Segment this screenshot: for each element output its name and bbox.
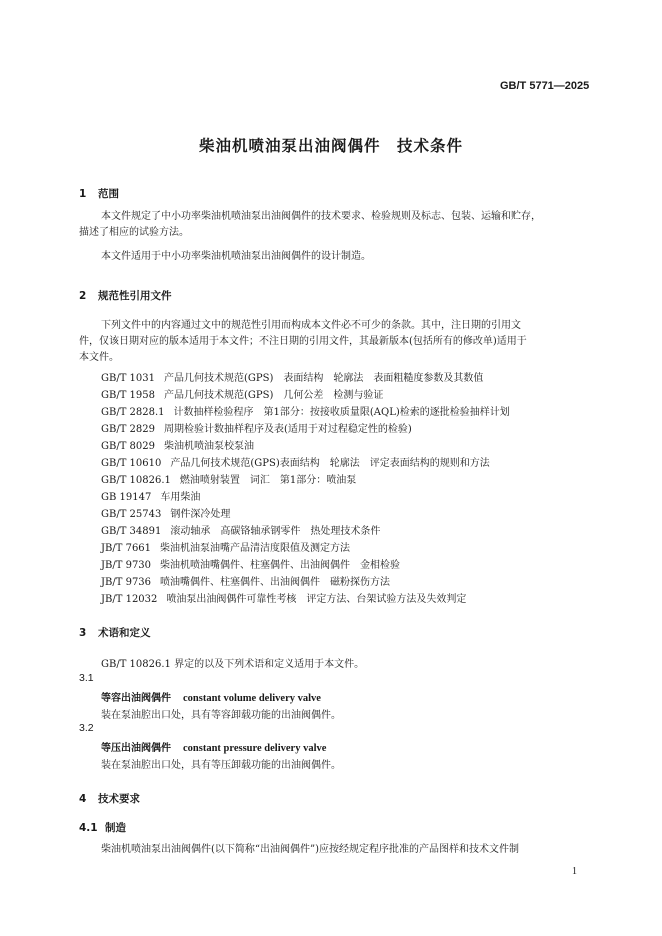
term-en: constant pressure delivery valve xyxy=(183,743,327,754)
reference-name: 产品几何技术规范(GPS) 几何公差 检测与验证 xyxy=(164,390,384,401)
reference-code: GB/T 34891 xyxy=(101,526,162,537)
term-zh: 等容出油阀偶件 xyxy=(101,693,171,704)
reference-item xyxy=(101,556,400,571)
reference-item xyxy=(101,369,483,384)
section-number: 3 xyxy=(79,627,87,639)
reference-code: GB/T 8029 xyxy=(101,441,156,452)
reference-name: 周期检验计数抽样程序及表(适用于对过程稳定性的检验) xyxy=(164,424,412,435)
scope-paragraph-1 xyxy=(79,209,591,241)
term-name xyxy=(101,739,326,754)
normative-intro xyxy=(79,318,591,366)
reference-code: JB/T 9736 xyxy=(101,577,152,588)
terms-intro: GB/T 10826.1 界定的以及下列术语和定义适用于本文件。 xyxy=(101,659,365,670)
section-number: 2 xyxy=(79,290,87,302)
reference-item xyxy=(101,488,200,503)
reference-code: GB/T 10610 xyxy=(101,458,162,469)
text-line: 本文件。 xyxy=(79,352,119,363)
reference-name: 柴油机喷油嘴偶件、柱塞偶件、出油阀偶件 金相检验 xyxy=(160,560,401,571)
reference-code: GB/T 2829 xyxy=(101,424,156,435)
term-definition: 装在泵油腔出口处，具有等容卸载功能的出油阀偶件。 xyxy=(101,710,341,721)
scope-paragraph-2 xyxy=(79,249,591,265)
page-number: 1 xyxy=(572,866,577,877)
term-definition: 装在泵油腔出口处，具有等压卸载功能的出油阀偶件。 xyxy=(101,760,341,771)
reference-name: 滚动轴承 高碳铬轴承钢零件 热处理技术条件 xyxy=(170,526,381,537)
section-3-heading xyxy=(79,625,151,640)
reference-item xyxy=(101,437,254,452)
reference-item xyxy=(101,505,230,520)
section-4-1-heading xyxy=(79,820,126,835)
text-line: 本文件适用于中小功率柴油机喷油泵出油阀偶件的设计制造。 xyxy=(101,251,371,262)
reference-code: GB 19147 xyxy=(101,492,152,503)
section-number: 1 xyxy=(79,188,87,200)
section-2-heading xyxy=(79,288,172,303)
reference-item xyxy=(101,471,356,486)
reference-name: 钢件深冷处理 xyxy=(170,509,231,520)
text-line: 下列文件中的内容通过文中的规范性引用而构成本文件必不可少的条款。其中，注日期的引用文 xyxy=(101,320,521,331)
term-number: 3.2 xyxy=(79,722,94,734)
text-line: 柴油机喷油泵出油阀偶件(以下简称“出油阀偶件”)应按经规定程序批准的产品图样和技术文件制 xyxy=(101,844,520,855)
reference-item xyxy=(101,454,490,469)
section-title: 制造 xyxy=(105,822,126,834)
reference-item xyxy=(101,522,380,537)
text-line: 描述了相应的试验方法。 xyxy=(79,227,189,238)
term-en: constant volume delivery valve xyxy=(183,693,321,704)
reference-name: 产品几何技术规范(GPS) 表面结构 轮廓法 表面粗糙度参数及其数值 xyxy=(164,373,484,384)
reference-item xyxy=(101,590,466,605)
section-title: 范围 xyxy=(98,188,119,200)
section-title: 技术要求 xyxy=(98,793,140,805)
term-zh: 等压出油阀偶件 xyxy=(101,743,171,754)
reference-name: 柴油机油泵油嘴产品清洁度限值及测定方法 xyxy=(160,543,351,554)
reference-code: JB/T 12032 xyxy=(101,594,158,605)
term-number: 3.1 xyxy=(79,672,94,684)
reference-name: 产品几何技术规范(GPS)表面结构 轮廓法 评定表面结构的规则和方法 xyxy=(170,458,490,469)
reference-name: 柴油机喷油泵校泵油 xyxy=(164,441,255,452)
standard-number: GB/T 5771—2025 xyxy=(500,80,590,92)
reference-name: 喷油嘴偶件、柱塞偶件、出油阀偶件 磁粉探伤方法 xyxy=(160,577,391,588)
section-title: 规范性引用文件 xyxy=(98,290,172,302)
reference-code: GB/T 10826.1 xyxy=(101,475,171,486)
reference-code: JB/T 9730 xyxy=(101,560,152,571)
reference-code: GB/T 1958 xyxy=(101,390,156,401)
reference-item xyxy=(101,539,350,554)
section-number: 4.1 xyxy=(79,822,98,834)
reference-code: GB/T 25743 xyxy=(101,509,162,520)
text-line: 件，仅该日期对应的版本适用于本文件；不注日期的引用文件，其最新版本(包括所有的修改单)适用于 xyxy=(79,336,527,347)
section-number: 4 xyxy=(79,793,87,805)
reference-name: 燃油喷射装置 词汇 第1部分：喷油泵 xyxy=(179,475,357,486)
reference-code: GB/T 1031 xyxy=(101,373,156,384)
tech-paragraph xyxy=(79,842,591,858)
reference-name: 计数抽样检验程序 第1部分：按接收质量限(AQL)检索的逐批检验抽样计划 xyxy=(173,407,510,418)
section-1-heading xyxy=(79,186,119,201)
reference-code: GB/T 2828.1 xyxy=(101,407,165,418)
reference-item xyxy=(101,573,390,588)
reference-code: JB/T 7661 xyxy=(101,543,152,554)
document-title: 柴油机喷油泵出油阀偶件 技术条件 xyxy=(198,137,463,155)
section-4-heading xyxy=(79,791,140,806)
reference-name: 喷油泵出油阀偶件可靠性考核 评定方法、台架试验方法及失效判定 xyxy=(166,594,467,605)
reference-item xyxy=(101,420,412,435)
reference-item xyxy=(101,403,510,418)
section-title: 术语和定义 xyxy=(98,627,151,639)
reference-item xyxy=(101,386,383,401)
text-line: 本文件规定了中小功率柴油机喷油泵出油阀偶件的技术要求、检验规则及标志、包装、运输和贮存， xyxy=(101,211,541,222)
term-name xyxy=(101,689,321,704)
reference-name: 车用柴油 xyxy=(160,492,201,503)
